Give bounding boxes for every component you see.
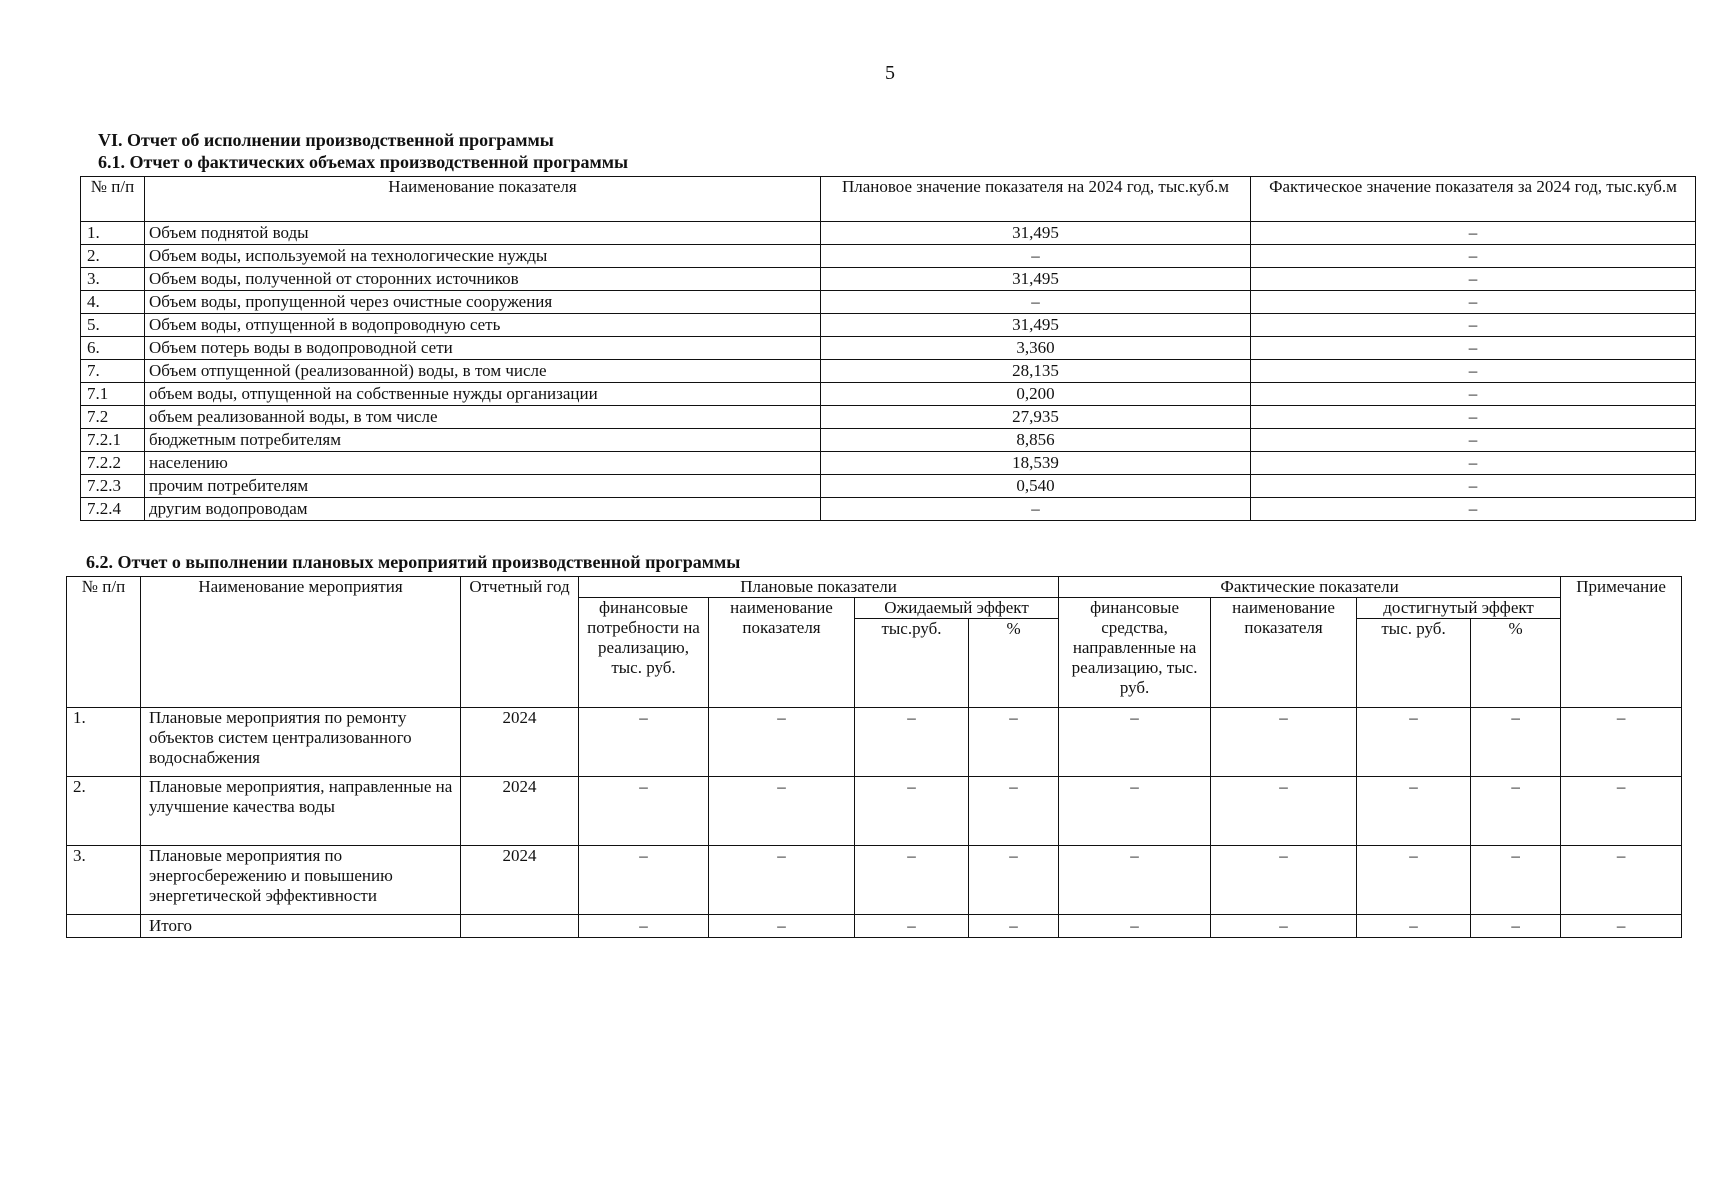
activity-name: Плановые мероприятия, направленные на улучшение качества воды (141, 777, 461, 846)
indicator-name: Объем отпущенной (реализованной) воды, в том числе (145, 360, 821, 383)
fact-effect-pct-total: – (1471, 915, 1561, 938)
header-fact-indicator: наименование показателя (1211, 598, 1357, 708)
table-row (81, 360, 1696, 383)
fact-indicator-cell: – (1211, 708, 1357, 777)
fact-financial-cell: – (1059, 846, 1211, 915)
plan-value: 18,539 (821, 452, 1251, 475)
table-row (81, 429, 1696, 452)
table-row (67, 708, 1682, 777)
fact-financial-cell: – (1059, 708, 1211, 777)
row-number: 7.1 (81, 383, 145, 406)
section-title: VI. Отчет об исполнении производственной программы (98, 130, 554, 150)
fact-value: – (1251, 452, 1696, 475)
row-number: 7.2 (81, 406, 145, 429)
report-year: 2024 (461, 708, 579, 777)
plan-value: 3,360 (821, 337, 1251, 360)
fact-value: – (1251, 406, 1696, 429)
table-row (81, 222, 1696, 245)
report-year: 2024 (461, 846, 579, 915)
indicator-name: населению (145, 452, 821, 475)
header-num: № п/п (81, 177, 145, 222)
note-total: – (1561, 915, 1682, 938)
header-plan-indicator: наименование показателя (709, 598, 855, 708)
note-cell: – (1561, 777, 1682, 846)
note-cell: – (1561, 708, 1682, 777)
table-row (67, 846, 1682, 915)
report-year: 2024 (461, 777, 579, 846)
fact-effect-pct-cell: – (1471, 846, 1561, 915)
fact-value: – (1251, 383, 1696, 406)
plan-value: 8,856 (821, 429, 1251, 452)
fact-value: – (1251, 291, 1696, 314)
fact-value: – (1251, 360, 1696, 383)
fact-effect-rub-cell: – (1357, 708, 1471, 777)
row-number: 7.2.1 (81, 429, 145, 452)
header-plan-financial: финансовые потребности на реализацию, тыс. руб. (579, 598, 709, 708)
fact-effect-rub-total: – (1357, 915, 1471, 938)
header-plan-effect: Ожидаемый эффект (855, 598, 1059, 619)
row-number: 3. (81, 268, 145, 291)
row-number: 1. (81, 222, 145, 245)
row-number: 7.2.2 (81, 452, 145, 475)
table-row (67, 777, 1682, 846)
plan-effect-pct-total: – (969, 915, 1059, 938)
table-row (81, 268, 1696, 291)
table-row (81, 314, 1696, 337)
table-6-2-header-row-1 (67, 577, 1682, 598)
table-row (81, 406, 1696, 429)
plan-value: – (821, 245, 1251, 268)
plan-value: – (821, 498, 1251, 521)
plan-effect-pct-cell: – (969, 708, 1059, 777)
indicator-name: Объем воды, отпущенной в водопроводную сеть (145, 314, 821, 337)
table-row (81, 337, 1696, 360)
fact-value: – (1251, 475, 1696, 498)
header-report-year: Отчетный год (461, 577, 579, 708)
indicator-name: прочим потребителям (145, 475, 821, 498)
table-6-1-title: 6.1. Отчет о фактических объемах производственной программы (98, 152, 629, 172)
indicator-name: другим водопроводам (145, 498, 821, 521)
plan-financial-total: – (579, 915, 709, 938)
table-row (81, 475, 1696, 498)
row-number: 3. (67, 846, 141, 915)
header-plan-group: Плановые показатели (579, 577, 1059, 598)
fact-indicator-total: – (1211, 915, 1357, 938)
plan-value: 27,935 (821, 406, 1251, 429)
row-number: 7.2.4 (81, 498, 145, 521)
row-number: 1. (67, 708, 141, 777)
plan-effect-rub-cell: – (855, 777, 969, 846)
header-fact-value: Фактическое значение показателя за 2024 год, тыс.куб.м (1251, 177, 1696, 222)
row-number: 4. (81, 291, 145, 314)
table-row (81, 498, 1696, 521)
fact-indicator-cell: – (1211, 777, 1357, 846)
indicator-name: Объем поднятой воды (145, 222, 821, 245)
row-number: 7. (81, 360, 145, 383)
total-label: Итого (141, 915, 461, 938)
indicator-name: объем воды, отпущенной на собственные нужды организации (145, 383, 821, 406)
table-row (81, 245, 1696, 268)
plan-financial-cell: – (579, 777, 709, 846)
plan-effect-rub-cell: – (855, 846, 969, 915)
plan-indicator-cell: – (709, 708, 855, 777)
header-plan-effect-rub: тыс.руб. (855, 619, 969, 708)
total-year-cell (461, 915, 579, 938)
fact-effect-rub-cell: – (1357, 777, 1471, 846)
row-number: 2. (81, 245, 145, 268)
fact-value: – (1251, 245, 1696, 268)
table-6-2-title: 6.2. Отчет о выполнении плановых мероприятий производственной программы (86, 552, 741, 572)
total-row (67, 915, 1682, 938)
plan-effect-rub-cell: – (855, 708, 969, 777)
indicator-name: Объем воды, используемой на технологические нужды (145, 245, 821, 268)
fact-financial-cell: – (1059, 777, 1211, 846)
plan-financial-cell: – (579, 708, 709, 777)
plan-financial-cell: – (579, 846, 709, 915)
header-plan-effect-pct: % (969, 619, 1059, 708)
plan-effect-pct-cell: – (969, 777, 1059, 846)
table-6-1 (80, 176, 1696, 521)
fact-value: – (1251, 429, 1696, 452)
activity-name: Плановые мероприятия по ремонту объектов систем централизованного водоснабжения (141, 708, 461, 777)
row-number: 6. (81, 337, 145, 360)
header-fact-effect-rub: тыс. руб. (1357, 619, 1471, 708)
indicator-name: Объем воды, пропущенной через очистные сооружения (145, 291, 821, 314)
plan-effect-rub-total: – (855, 915, 969, 938)
table-6-2 (66, 576, 1682, 938)
header-num: № п/п (67, 577, 141, 708)
fact-value: – (1251, 314, 1696, 337)
plan-value: 31,495 (821, 222, 1251, 245)
plan-value: 31,495 (821, 314, 1251, 337)
plan-value: 31,495 (821, 268, 1251, 291)
plan-effect-pct-cell: – (969, 846, 1059, 915)
fact-value: – (1251, 498, 1696, 521)
header-fact-effect-pct: % (1471, 619, 1561, 708)
indicator-name: бюджетным потребителям (145, 429, 821, 452)
table-6-1-header-row (81, 177, 1696, 222)
note-cell: – (1561, 846, 1682, 915)
header-indicator-name: Наименование показателя (145, 177, 821, 222)
plan-indicator-total: – (709, 915, 855, 938)
indicator-name: Объем потерь воды в водопроводной сети (145, 337, 821, 360)
activity-name: Плановые мероприятия по энергосбережению и повышению энергетической эффективности (141, 846, 461, 915)
header-note: Примечание (1561, 577, 1682, 708)
header-fact-group: Фактические показатели (1059, 577, 1561, 598)
plan-value: – (821, 291, 1251, 314)
table-row (81, 452, 1696, 475)
table-row (81, 383, 1696, 406)
header-activity-name: Наименование мероприятия (141, 577, 461, 708)
plan-value: 0,540 (821, 475, 1251, 498)
row-number: 2. (67, 777, 141, 846)
page-number: 5 (885, 62, 895, 84)
fact-value: – (1251, 337, 1696, 360)
row-number: 7.2.3 (81, 475, 145, 498)
total-empty-cell (67, 915, 141, 938)
plan-indicator-cell: – (709, 777, 855, 846)
fact-value: – (1251, 268, 1696, 291)
indicator-name: объем реализованной воды, в том числе (145, 406, 821, 429)
fact-effect-pct-cell: – (1471, 777, 1561, 846)
table-row (81, 291, 1696, 314)
fact-financial-total: – (1059, 915, 1211, 938)
fact-effect-pct-cell: – (1471, 708, 1561, 777)
plan-indicator-cell: – (709, 846, 855, 915)
plan-value: 0,200 (821, 383, 1251, 406)
row-number: 5. (81, 314, 145, 337)
fact-effect-rub-cell: – (1357, 846, 1471, 915)
header-fact-financial: финансовые средства, направленные на реализацию, тыс. руб. (1059, 598, 1211, 708)
plan-value: 28,135 (821, 360, 1251, 383)
fact-indicator-cell: – (1211, 846, 1357, 915)
header-plan-value: Плановое значение показателя на 2024 год, тыс.куб.м (821, 177, 1251, 222)
header-fact-effect: достигнутый эффект (1357, 598, 1561, 619)
indicator-name: Объем воды, полученной от сторонних источников (145, 268, 821, 291)
fact-value: – (1251, 222, 1696, 245)
